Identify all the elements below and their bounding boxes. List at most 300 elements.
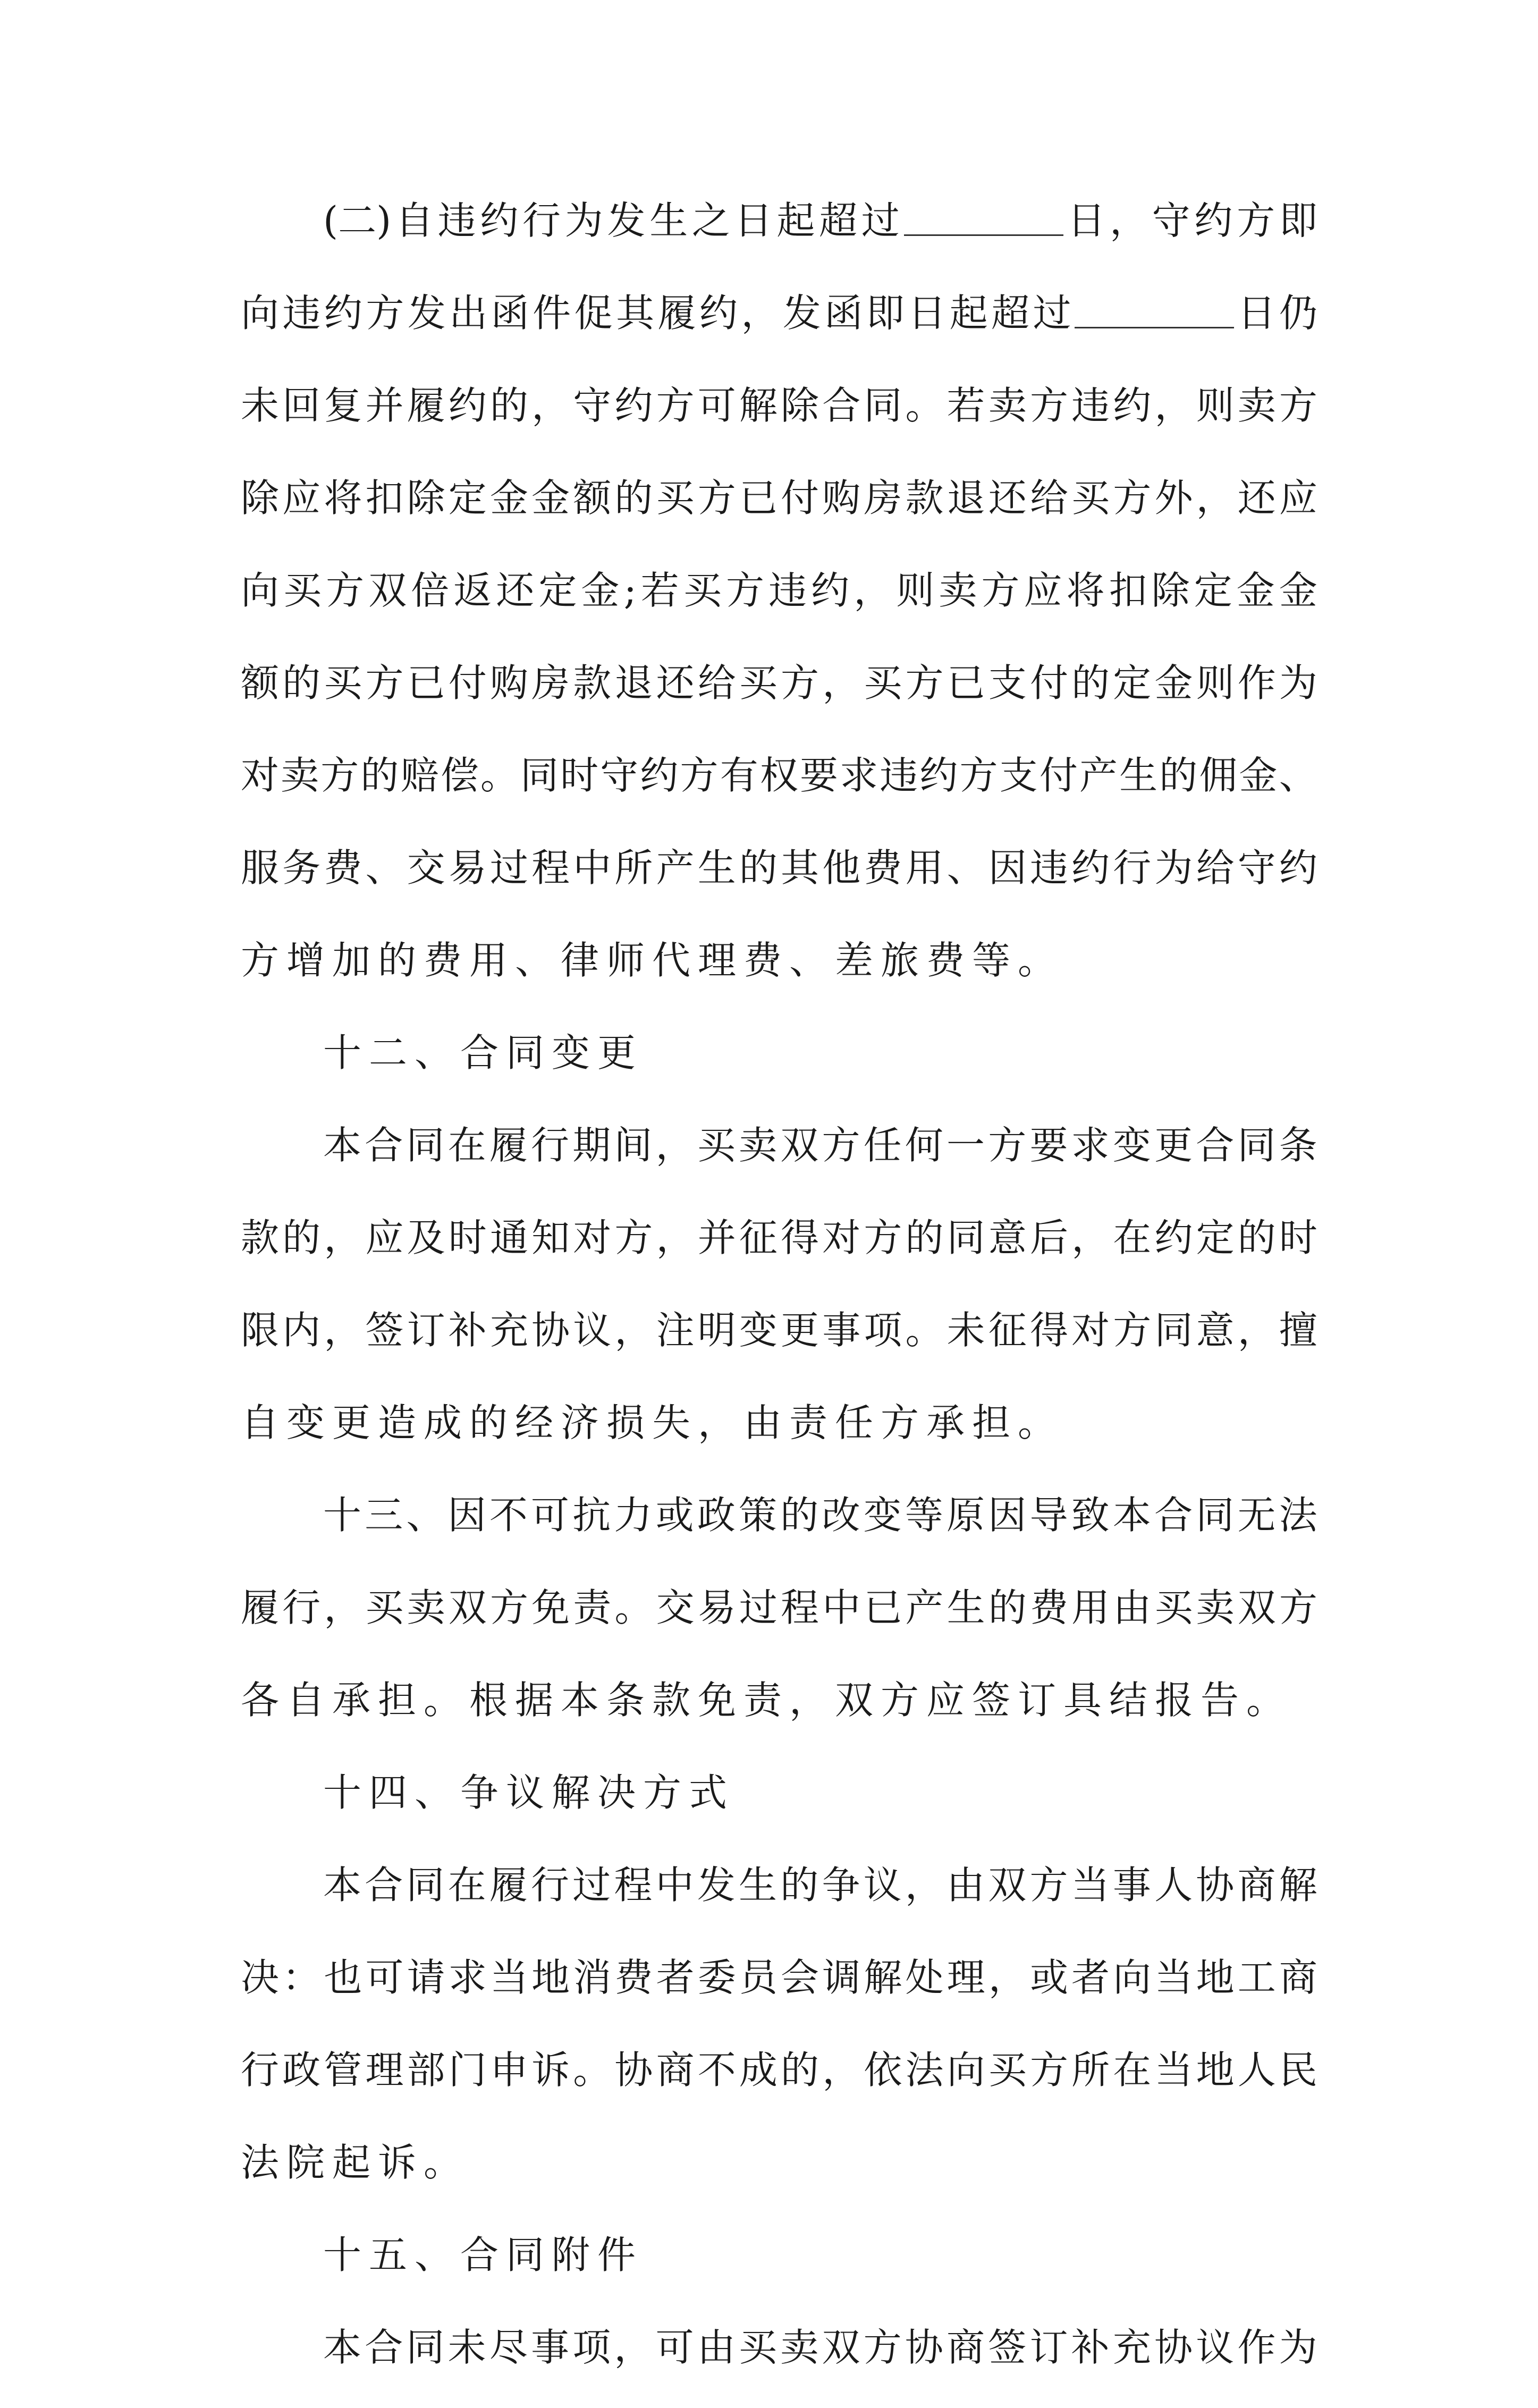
text-char: 中	[655, 1863, 694, 1907]
text-char: 。	[573, 2048, 612, 2092]
text-char: 约	[1279, 846, 1317, 890]
text-line	[241, 1761, 1317, 1853]
text-char: 过	[1033, 291, 1071, 335]
text-char: 作	[1237, 661, 1276, 705]
text-char: 双	[780, 1123, 819, 1168]
text-char: 后	[1029, 1215, 1068, 1260]
text-char: 买	[739, 661, 778, 705]
text-char: 卖	[1237, 383, 1276, 428]
text-char: 将	[324, 476, 362, 520]
text-char: 方	[1279, 1585, 1317, 1630]
text-char: 注	[656, 1308, 695, 1353]
text-char: 争	[822, 1863, 860, 1907]
text-line	[241, 1206, 1317, 1298]
text-char: (二)	[323, 198, 392, 243]
text-line	[241, 1946, 1317, 2038]
text-char: 的	[739, 846, 778, 890]
text-char: 由	[1113, 1585, 1152, 1630]
text-char: 行	[531, 1863, 570, 1907]
text-char: 行	[241, 2048, 280, 2092]
text-line	[241, 928, 1317, 1021]
text-char: 方	[320, 753, 359, 798]
text-char: 当	[1154, 1955, 1193, 2000]
text-char: 为	[1279, 2325, 1317, 2370]
text-char: 同	[1237, 1123, 1276, 1168]
text-char: 变	[1112, 1123, 1151, 1168]
text-char: 买	[1071, 476, 1110, 520]
text-char: 。	[480, 753, 519, 798]
text-char: 发	[782, 291, 821, 335]
text-char: 即	[1279, 198, 1317, 243]
text-line	[241, 1391, 1317, 1483]
text-char: 的	[360, 753, 399, 798]
text-char: 易	[697, 1585, 736, 1630]
text-char: 服	[241, 846, 280, 890]
text-char: 定	[1194, 568, 1232, 613]
text-char: 的	[905, 1215, 944, 1260]
text-char: 无	[1237, 1493, 1276, 1537]
text-char: 未	[241, 383, 280, 428]
text-char: 履	[241, 1585, 280, 1630]
text-char: 赔	[400, 753, 439, 798]
text-char: 向	[1113, 1955, 1152, 2000]
text-char: 付	[1039, 753, 1078, 798]
text-char: 金	[1279, 568, 1317, 613]
paragraph-dispute-resolution	[241, 1853, 1317, 2223]
text-char: 易	[448, 846, 487, 890]
text-char: 超	[991, 291, 1030, 335]
text-char: 产	[656, 846, 695, 890]
text-char: 限	[241, 1308, 280, 1353]
text-char: 不	[697, 2048, 736, 2092]
text-char: 同	[1196, 1493, 1235, 1537]
text-char: 方	[905, 661, 944, 705]
text-char: 意	[988, 1215, 1027, 1260]
text-char: 可	[531, 1493, 570, 1537]
text-char: 费	[864, 846, 902, 890]
text-char: 策	[739, 1493, 778, 1537]
text-char: 向	[241, 291, 280, 335]
text-char: ，	[614, 2325, 653, 2370]
text-char: 对	[573, 1215, 612, 1260]
text-char: ，	[324, 1308, 362, 1353]
heading-contract-change	[241, 1021, 1317, 1113]
text-char: 协	[1196, 1863, 1235, 1907]
text-char: 扣	[1109, 568, 1147, 613]
text-char: 变	[739, 1308, 778, 1353]
text-char: 方	[489, 1585, 528, 1630]
text-char: 程	[531, 846, 570, 890]
text-line	[241, 2131, 1317, 2223]
text-char: 得	[781, 1215, 819, 1260]
text-char: 当	[1154, 2048, 1193, 2092]
text-char: 补	[448, 1308, 487, 1353]
text-char: 得	[1029, 1308, 1068, 1353]
text-char: 充	[489, 1308, 528, 1353]
text-char: 起	[949, 291, 988, 335]
text-char: 方	[988, 1123, 1027, 1168]
text-char: 除	[241, 476, 280, 520]
text-char: 买	[283, 568, 322, 613]
text-char: 方	[981, 568, 1020, 613]
text-char: 方	[1029, 383, 1068, 428]
text-char: 人	[1154, 1863, 1193, 1907]
text-char: 给	[1196, 846, 1235, 890]
text-char: 并	[365, 383, 404, 428]
text-char: 更	[781, 1308, 819, 1353]
paragraph-breach-termination	[241, 189, 1317, 1021]
text-char: 本	[323, 1863, 362, 1907]
text-char: 更	[1154, 1123, 1193, 1168]
text-char: 的	[1071, 661, 1110, 705]
text-char: 由	[947, 1863, 985, 1907]
text-char: 本	[323, 2325, 362, 2370]
text-char: 定	[538, 568, 577, 613]
text-char: 的	[780, 1493, 819, 1537]
text-char: 卖	[988, 383, 1027, 428]
text-line	[241, 1483, 1317, 1576]
text-char: 则	[896, 568, 935, 613]
text-line	[241, 1576, 1317, 1668]
text-char: 对	[241, 753, 280, 798]
text-char: 本	[323, 1123, 362, 1168]
text-char: 守	[573, 383, 612, 428]
text-char: 可	[655, 2325, 694, 2370]
text-char: 还	[988, 476, 1027, 520]
text-char: 的	[781, 2048, 819, 2092]
text-char: 复	[324, 383, 362, 428]
text-char: 调	[822, 1955, 861, 2000]
text-char: 房	[864, 476, 902, 520]
text-char: 买	[1154, 1585, 1193, 1630]
text-char: 订	[407, 1308, 445, 1353]
fill-in-blank	[904, 189, 1063, 236]
text-char: 交	[656, 1585, 695, 1630]
text-char: 解	[1279, 1863, 1317, 1907]
text-run: 方增加的费用、律师代理费、差旅费等。	[241, 938, 1064, 983]
text-char: 也	[324, 1955, 362, 2000]
text-char: ，	[1071, 1215, 1110, 1260]
text-char: 人	[1237, 2048, 1276, 2092]
text-char: 自	[395, 198, 434, 243]
text-char: 合	[1196, 1123, 1235, 1168]
text-char: 已	[947, 661, 985, 705]
text-line	[241, 2316, 1317, 2408]
text-line	[241, 1298, 1317, 1391]
text-char: 已	[739, 476, 778, 520]
document-body	[241, 189, 1317, 2408]
text-char: 方	[656, 383, 695, 428]
text-char: 抗	[572, 1493, 611, 1537]
text-char: 发	[607, 198, 646, 243]
text-char: 同	[864, 383, 902, 428]
text-char: 佣	[1199, 753, 1238, 798]
text-char: 消	[573, 1955, 612, 2000]
text-char: ，	[988, 1955, 1027, 2000]
text-char: 中	[822, 1585, 861, 1630]
text-char: 过	[861, 198, 900, 243]
text-char: 征	[739, 1215, 778, 1260]
text-char: 交	[407, 846, 445, 890]
text-char: 买	[683, 568, 722, 613]
text-char: 扣	[365, 476, 404, 520]
text-char: ，	[1154, 383, 1193, 428]
text-char: 为	[1154, 846, 1193, 890]
text-char: 事	[822, 1308, 861, 1353]
text-char: 三	[365, 1493, 403, 1537]
text-run: 自变更造成的经济损失，由责任方承担。	[241, 1400, 1064, 1445]
text-char: 方	[822, 1123, 860, 1168]
text-char: 政	[697, 1493, 736, 1537]
text-char: 求	[448, 1955, 487, 2000]
text-char: 部	[407, 2048, 445, 2092]
text-char: 十	[323, 1493, 362, 1537]
text-char: 务	[282, 846, 321, 890]
text-char: 倍	[411, 568, 450, 613]
text-char: 应	[1024, 568, 1062, 613]
text-char: 当	[1071, 1863, 1110, 1907]
text-line	[241, 374, 1317, 466]
text-char: ：	[282, 1955, 321, 2000]
text-char: 履	[657, 291, 696, 335]
text-char: 一	[947, 1123, 985, 1168]
text-char: 约	[811, 568, 850, 613]
text-char: 力	[614, 1493, 653, 1537]
text-char: 所	[614, 846, 653, 890]
text-char: 约	[480, 198, 519, 243]
text-char: 的	[988, 1585, 1027, 1630]
text-char: 买	[864, 661, 902, 705]
text-char: 行	[1113, 846, 1152, 890]
text-char: 在	[447, 1123, 486, 1168]
text-char: 会	[781, 1955, 819, 2000]
text-char: 、	[406, 1493, 445, 1537]
text-line	[241, 559, 1317, 651]
text-char: 同	[1154, 1308, 1193, 1353]
text-char: 在	[1113, 2048, 1152, 2092]
text-char: 给	[1029, 476, 1068, 520]
text-char: 通	[489, 1215, 528, 1260]
text-char: 的	[1159, 753, 1198, 798]
text-line	[241, 1113, 1317, 1206]
text-char: 议	[1196, 2325, 1235, 2370]
text-char: 。	[905, 383, 944, 428]
text-char: 理	[947, 1955, 985, 2000]
text-char: 、	[365, 846, 404, 890]
text-char: 产	[1079, 753, 1118, 798]
text-char: 向	[241, 568, 280, 613]
text-char: 政	[282, 2048, 321, 2092]
text-char: 双	[988, 1863, 1027, 1907]
text-char: 方	[1113, 1308, 1152, 1353]
text-char: 订	[1029, 2325, 1068, 2370]
text-char: 金	[1236, 568, 1275, 613]
text-char: 要	[799, 753, 838, 798]
text-char: 还	[496, 568, 535, 613]
text-char: 其	[781, 846, 819, 890]
text-char: 除	[781, 383, 819, 428]
text-char: ，	[1109, 198, 1148, 243]
text-line	[241, 189, 1317, 281]
text-char: 则	[1196, 661, 1235, 705]
text-char: 时	[1279, 1215, 1317, 1260]
text-char: 守	[600, 753, 639, 798]
text-char: 卖	[407, 1585, 445, 1630]
text-char: 对	[822, 1215, 861, 1260]
text-char: 返	[453, 568, 492, 613]
text-char: 方	[326, 568, 365, 613]
text-char: 金	[1239, 753, 1278, 798]
text-char: 方	[680, 753, 719, 798]
text-char: 双	[822, 2325, 860, 2370]
text-char: 金	[581, 568, 620, 613]
text-char: 方	[864, 1215, 902, 1260]
text-char: 何	[905, 1123, 943, 1168]
text-char: 行	[522, 198, 561, 243]
text-char: 购	[489, 661, 528, 705]
text-char: 约	[699, 291, 738, 335]
text-char: 求	[1071, 1123, 1110, 1168]
text-line	[241, 1853, 1317, 1946]
text-char: 双	[1237, 1585, 1276, 1630]
text-char: 若	[947, 383, 985, 428]
text-char: 间	[614, 1123, 653, 1168]
text-char: 作	[1237, 2325, 1276, 2370]
fill-in-blank	[1075, 281, 1234, 328]
text-char: 项	[572, 2325, 611, 2370]
text-char: 解	[864, 1955, 902, 2000]
text-char: 法	[905, 2048, 944, 2092]
text-char: 应	[282, 476, 321, 520]
text-char: 程	[614, 1863, 653, 1907]
text-char: 对	[1071, 1308, 1110, 1353]
text-char: 委	[697, 1955, 736, 2000]
text-char: 可	[365, 1955, 404, 2000]
text-char: 商	[1237, 1863, 1276, 1907]
text-char: 有	[720, 753, 758, 798]
text-char: 约	[640, 753, 679, 798]
text-char: 商	[947, 2325, 985, 2370]
text-char: 还	[656, 661, 695, 705]
text-char: 超	[819, 198, 858, 243]
text-run: 各自承担。根据本条款免责，双方应签订具结报告。	[241, 1678, 1292, 1722]
text-char: 方	[365, 661, 404, 705]
text-char: 同	[406, 1123, 445, 1168]
text-char: 议	[573, 1308, 612, 1353]
text-char: 所	[1071, 2048, 1110, 2092]
text-char: 致	[1071, 1493, 1110, 1537]
text-char: 内	[282, 1308, 321, 1353]
text-char: 或	[1029, 1955, 1068, 2000]
text-char: 将	[1066, 568, 1105, 613]
text-char: 变	[863, 1493, 902, 1537]
text-char: 知	[531, 1215, 570, 1260]
text-char: 行	[282, 1585, 321, 1630]
text-char: 充	[1112, 2325, 1151, 2370]
text-char: 应	[1279, 476, 1317, 520]
text-char: 改	[822, 1493, 860, 1537]
text-char: 违	[437, 198, 476, 243]
text-char: 的	[614, 476, 653, 520]
text-char: 买	[697, 1123, 736, 1168]
text-char: 行	[531, 1123, 570, 1168]
text-char: 议	[863, 1863, 902, 1907]
text-char: 合	[1154, 1493, 1193, 1537]
text-char: ，	[655, 1123, 694, 1168]
text-run: 十四、争议解决方式	[323, 1770, 735, 1815]
text-char: 付	[1029, 661, 1068, 705]
text-line	[241, 743, 1317, 836]
text-char: ，	[1237, 1308, 1276, 1353]
text-char: 导	[1029, 1493, 1068, 1537]
text-char: 已	[407, 661, 445, 705]
text-char: 约	[1071, 846, 1110, 890]
text-char: 征	[988, 1308, 1027, 1353]
text-line	[241, 2223, 1317, 2316]
text-char: 方	[1029, 2048, 1068, 2092]
text-char: 金	[489, 476, 528, 520]
text-char: 生	[649, 198, 688, 243]
text-char: 履	[407, 383, 445, 428]
text-char: 履	[489, 1863, 528, 1907]
text-char: 卖	[780, 2325, 819, 2370]
text-char: 为	[564, 198, 603, 243]
text-char: 款	[905, 476, 944, 520]
text-char: ，	[656, 1215, 695, 1260]
text-char: 生	[1119, 753, 1158, 798]
text-char: 函	[491, 291, 529, 335]
text-char: 履	[489, 1123, 528, 1168]
text-char: ，	[614, 1308, 653, 1353]
text-char: 房	[531, 661, 570, 705]
text-char: 回	[282, 383, 321, 428]
text-char: 给	[697, 661, 736, 705]
text-char: 方	[1279, 383, 1317, 428]
text-char: 地	[1196, 2048, 1235, 2092]
text-char: 额	[573, 476, 612, 520]
text-char: 方	[726, 568, 765, 613]
text-char: 期	[572, 1123, 611, 1168]
text-char: 合	[365, 1863, 403, 1907]
text-char: 申	[489, 2048, 528, 2092]
text-char: 双	[448, 1585, 487, 1630]
text-char: 管	[324, 2048, 362, 2092]
text-char: 未	[947, 1308, 985, 1353]
text-char: ，	[853, 568, 892, 613]
text-char: 已	[864, 1585, 902, 1630]
text-line	[241, 1668, 1317, 1761]
text-char: 中	[573, 846, 612, 890]
text-char: 退	[614, 661, 653, 705]
text-char: 约	[1194, 198, 1233, 243]
text-char: 要	[1029, 1123, 1068, 1168]
text-char: 他	[822, 846, 861, 890]
text-char: 约	[324, 291, 362, 335]
text-char: 理	[365, 2048, 404, 2092]
text-char: 外	[1154, 476, 1193, 520]
text-char: ，	[324, 1215, 362, 1260]
text-char: 方	[959, 753, 998, 798]
text-char: 者	[656, 1955, 695, 2000]
text-char: 定	[1196, 1215, 1235, 1260]
text-char: 支	[999, 753, 1038, 798]
text-line	[241, 1021, 1317, 1113]
paragraph-contract-change	[241, 1113, 1317, 1483]
text-char: 约	[448, 383, 487, 428]
text-char: 补	[1071, 2325, 1110, 2370]
text-char: 的	[282, 661, 321, 705]
text-char: 款	[573, 661, 612, 705]
